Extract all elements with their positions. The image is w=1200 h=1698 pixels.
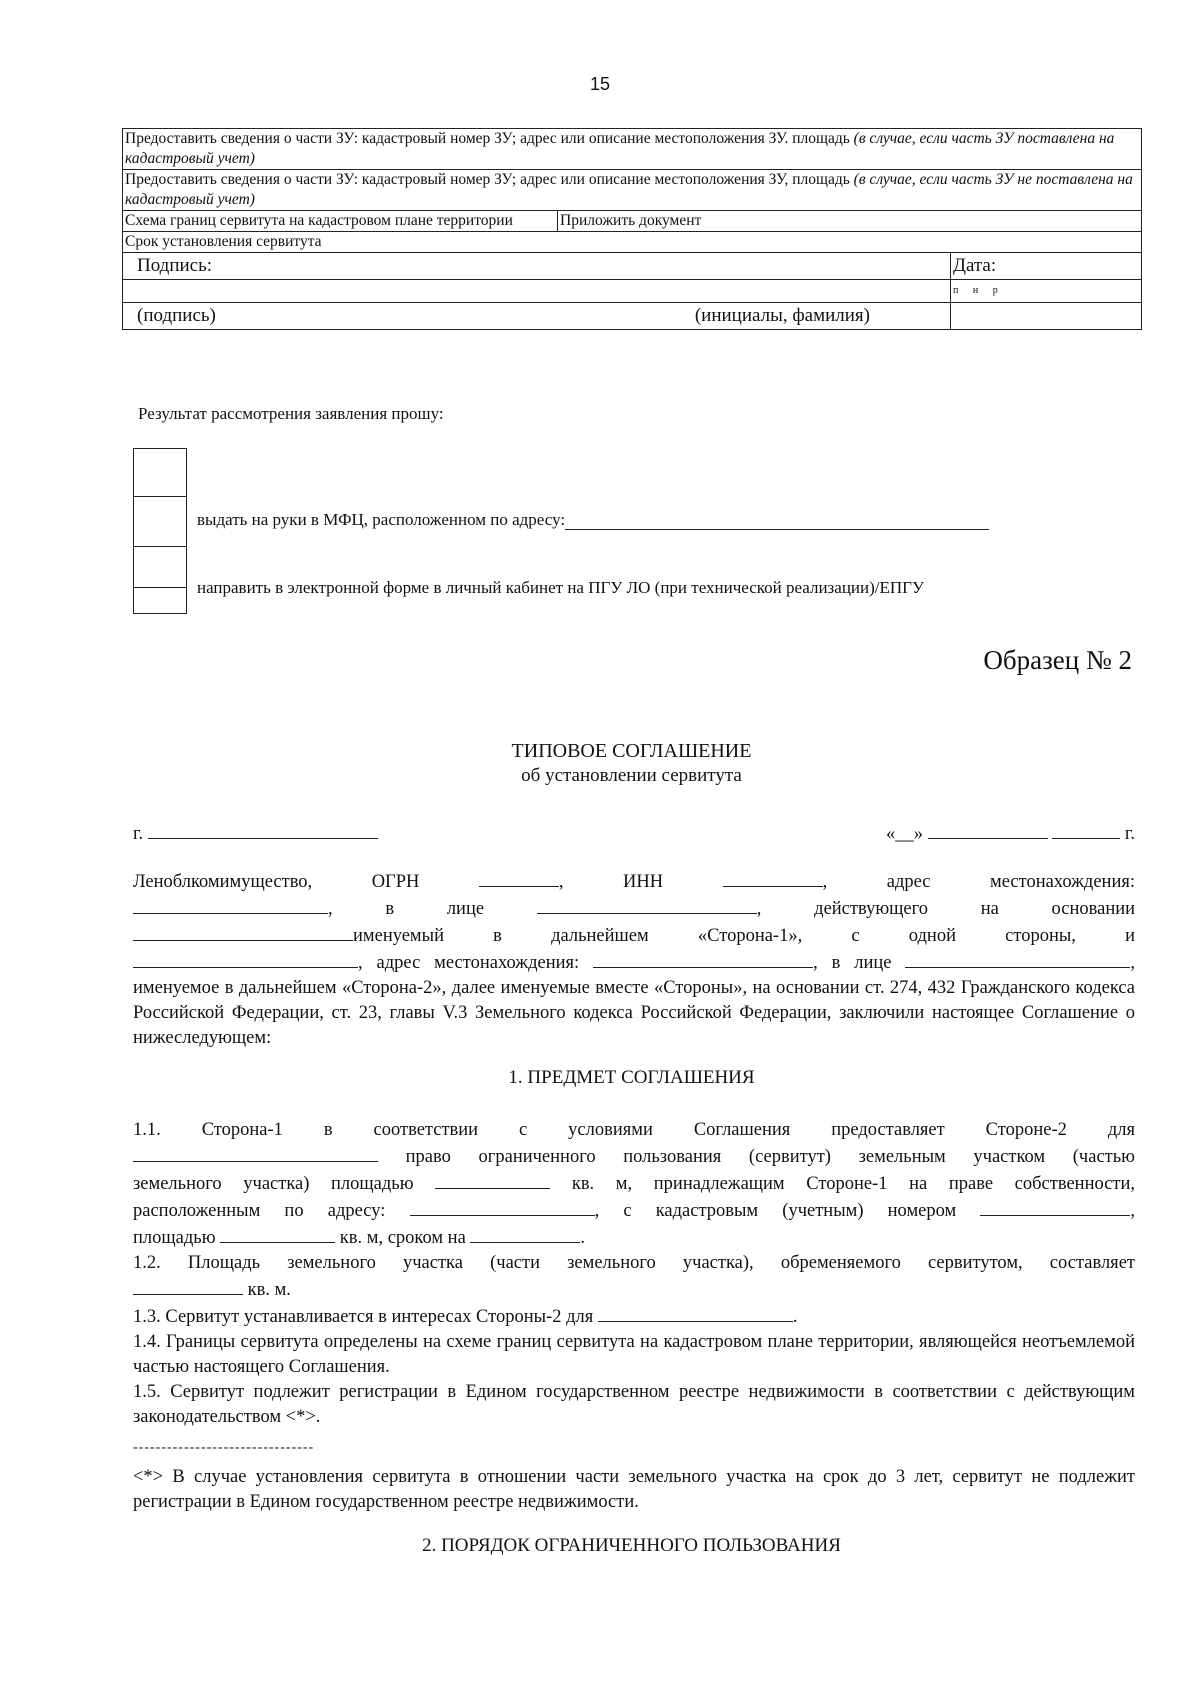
preamble-line-1: Леноблкомимущество, ОГРН , ИНН , адрес местонахождения: [133, 868, 1135, 895]
purpose-field[interactable] [133, 1143, 378, 1162]
area-field[interactable] [435, 1170, 550, 1189]
sign-caption: (подпись) [137, 305, 216, 326]
term-area-field[interactable] [220, 1224, 335, 1243]
preamble-line-2: , в лице , действующего на основании [133, 895, 1135, 922]
signature-row [123, 253, 1141, 280]
clause-1-2-line-1: 1.2. Площадь земельного участка (части земельного участка), обременяемого сервитутом, составляет [133, 1253, 1135, 1273]
party1-name: Леноблкомимущество, [133, 872, 313, 892]
clause-1-3: 1.3. Сервитут устанавливается в интересах Стороны-2 для . [133, 1303, 1135, 1330]
option-mfc-label: выдать на руки в МФЦ, расположенном по адресу: [197, 510, 566, 529]
interest-purpose-field[interactable] [598, 1303, 793, 1322]
clause-1-2-line-2 [133, 1276, 1135, 1303]
table-row-unregistered-part [123, 170, 1141, 211]
preamble-line-3 [133, 922, 1135, 949]
date-label: Дата: [953, 255, 997, 276]
mfc-address-line[interactable] [565, 511, 989, 530]
ogrn-field[interactable] [479, 868, 559, 887]
signature-blank-row [123, 280, 1141, 303]
row2-text: Предоставить сведения о части ЗУ: кадастровый номер ЗУ; адрес или описание местоположения ЗУ, площадь [125, 171, 854, 188]
cadastral-field[interactable] [980, 1197, 1130, 1216]
page-number: 15 [589, 74, 611, 94]
cadastral-label: , с кадастровым (учетным) номером [594, 1201, 957, 1221]
land-address-label: расположенным по адресу: [133, 1201, 386, 1221]
clause-1-5: 1.5. Сервитут подлежит регистрации в Едином государственном реестре недвижимости в соответствии с действующим законодательством <*>. [133, 1382, 1135, 1427]
party2-person-field[interactable] [905, 949, 1130, 968]
row2-italic: (в случае, если часть ЗУ не поставлена на кадастровый учет) [125, 171, 1133, 208]
address-field[interactable] [133, 895, 328, 914]
application-table [122, 128, 1142, 330]
doc-subtitle: об установлении сервитута [521, 765, 742, 786]
checkbox-mfc[interactable] [134, 497, 186, 547]
term-label: кв. м, сроком на [339, 1228, 466, 1248]
term-area-label: площадью [133, 1228, 216, 1248]
inn-label: ИНН [623, 872, 664, 892]
date-open: «__» [885, 824, 923, 844]
result-label: Результат рассмотрения заявления прошу: [138, 404, 444, 423]
footnote-separator: -------------------------------- [133, 1440, 315, 1455]
scheme-label: Схема границ сервитута на кадастровом плане территории [123, 211, 558, 231]
party2-address-label: , адрес местонахождения: [358, 953, 580, 973]
preamble-line-4: , адрес местонахождения: , в лице , [133, 949, 1135, 976]
table-row-term: Срок установления сервитута [123, 232, 1141, 253]
clause-1-1-line-5: площадью кв. м, сроком на . [133, 1224, 1135, 1251]
term-field[interactable] [470, 1224, 580, 1243]
clause-1-1-line-3 [133, 1170, 1135, 1197]
clause-1-3-text: 1.3. Сервитут устанавливается в интересах Стороны-2 для [133, 1307, 594, 1327]
row1-italic: (в случае, если часть ЗУ поставлена на кадастровый учет) [125, 130, 1115, 167]
attach-document-field[interactable]: Приложить документ [560, 212, 702, 229]
party2-person-label: , в лице [813, 953, 892, 973]
checkbox-blank-2[interactable] [134, 547, 186, 588]
party2-field[interactable] [133, 949, 358, 968]
year-suffix: г. [1124, 824, 1135, 844]
preamble-rest: именуемое в дальнейшем «Сторона-2», далее именуемые вместе «Стороны», на основании ст. 274, 432 Гражданского кодекса Российской Федерации, ст. 23, главы V.3 Земельного кодекса Российской Федерации, заключили настоящее Соглашение о нижеследующем: [133, 978, 1135, 1048]
ogrn-label: ОГРН [371, 872, 420, 892]
footnote: <*> В случае установления сервитута в отношении части земельного участка на срок до 3 лет, сервитут не подлежит регистрации в Едином государственном реестре недвижимости. [133, 1467, 1135, 1512]
checkbox-electronic[interactable] [134, 588, 186, 613]
signature-field[interactable] [123, 280, 951, 302]
option-electronic: направить в электронной форме в личный кабинет на ПГУ ЛО (при технической реализации)/ЕПГУ [197, 578, 925, 597]
date-caption-cell [951, 303, 1141, 329]
sample-label: Образец № 2 [983, 645, 1132, 675]
signature-label: Подпись: [123, 253, 951, 279]
date-year-field[interactable] [1052, 820, 1120, 839]
row1-text: Предоставить сведения о части ЗУ: кадастровый номер ЗУ; адрес или описание местоположения ЗУ. площадь [125, 130, 854, 147]
checkbox-blank[interactable] [134, 449, 186, 497]
signature-caption-row [123, 303, 1141, 329]
clause-1-1-line-1: 1.1. Сторона-1 в соответствии с условиями Соглашения предоставляет Стороне-2 для [133, 1120, 1135, 1140]
person-label: в лице [385, 899, 485, 919]
basis-label: действующего на основании [814, 899, 1136, 919]
city-prefix: г. [133, 824, 144, 844]
person-field[interactable] [537, 895, 757, 914]
city-field[interactable] [148, 820, 378, 839]
address-label: адрес местонахождения: [886, 872, 1135, 892]
party1-alias: именуемый в дальнейшем «Сторона-1», с одной стороны, и [353, 926, 1135, 946]
clause-1-1-text-2: право ограниченного пользования (сервитут) земельным участком (частью [405, 1147, 1135, 1167]
inn-field[interactable] [723, 868, 823, 887]
clause-1-2-unit: кв. м. [247, 1280, 291, 1300]
clause-1-1-text-3: кв. м, принадлежащим Стороне-1 на праве собственности, [571, 1174, 1136, 1194]
preamble [133, 868, 1135, 1051]
clause-1-1-line-2 [133, 1143, 1135, 1170]
clause-1-1-line-4: расположенным по адресу: , с кадастровым (учетным) номером , [133, 1197, 1135, 1224]
date-month-field[interactable] [928, 820, 1048, 839]
table-row-registered-part [123, 129, 1141, 170]
table-row-scheme [123, 211, 1141, 232]
section2-title: 2. ПОРЯДОК ОГРАНИЧЕННОГО ПОЛЬЗОВАНИЯ [422, 1535, 841, 1556]
basis-field[interactable] [133, 922, 353, 941]
date-field[interactable]: п н р [953, 285, 1004, 296]
option-mfc [197, 510, 989, 530]
burdened-area-field[interactable] [133, 1276, 243, 1295]
section1-title: 1. ПРЕДМЕТ СОГЛАШЕНИЯ [508, 1067, 755, 1088]
area-label: земельного участка) площадью [133, 1174, 414, 1194]
party2-address-field[interactable] [593, 949, 813, 968]
signature-captions [123, 303, 951, 329]
section1-clauses [133, 1118, 1135, 1430]
clause-1-4: 1.4. Границы сервитута определены на схеме границ сервитута на кадастровом плане территории, являющейся неотъемлемой частью настоящего Соглашения. [133, 1332, 1135, 1377]
result-checkboxes [133, 448, 187, 614]
doc-title: ТИПОВОЕ СОГЛАШЕНИЕ [511, 740, 752, 762]
place-date-line [133, 820, 1135, 847]
land-address-field[interactable] [410, 1197, 595, 1216]
name-caption: (инициалы, фамилия) [694, 305, 870, 326]
